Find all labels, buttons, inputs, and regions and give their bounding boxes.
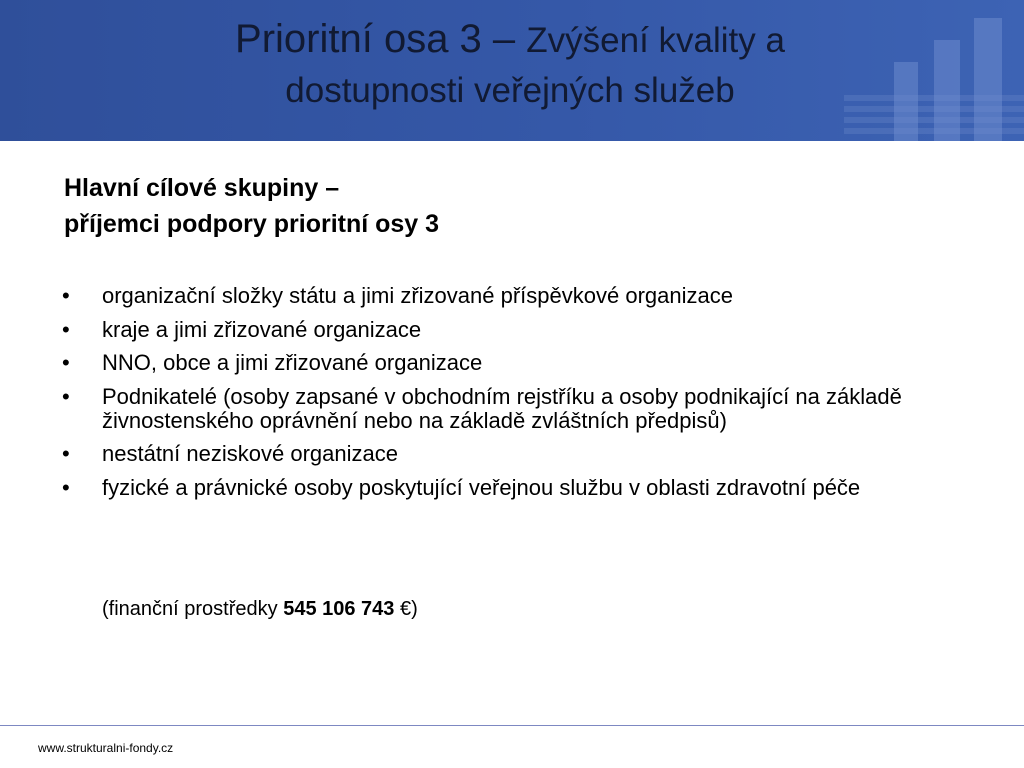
list-item-text: fyzické a právnické osoby poskytující veřejnou službu v oblasti zdravotní péče (102, 474, 861, 500)
funding-note (102, 597, 418, 621)
bullet-icon: • (62, 441, 70, 466)
bullet-icon: • (62, 474, 70, 500)
funding-prefix: (finanční prostředky (102, 598, 284, 620)
list-item (60, 442, 960, 466)
slide-header (0, 0, 1024, 141)
list-item (60, 385, 960, 433)
list-item (60, 351, 960, 375)
list-item-text: organizační složky státu a jimi zřizované příspěvkové organizace (102, 283, 733, 308)
list-item-text: NNO, obce a jimi zřizované organizace (102, 350, 483, 375)
subheading (64, 170, 439, 242)
footer-divider (0, 725, 1024, 726)
subheading-line-2: příjemci podpory prioritní osy 3 (64, 210, 440, 238)
bullet-icon: • (62, 350, 70, 375)
target-groups-list (60, 284, 960, 509)
funding-amount: 545 106 743 (283, 598, 395, 620)
title-part-3: dostupnosti veřejných služeb (285, 71, 735, 111)
list-item (60, 476, 960, 500)
list-item (60, 318, 960, 342)
title-part-1: Prioritní osa 3 – (235, 17, 527, 61)
bullet-icon: • (62, 316, 70, 342)
list-item-text: kraje a jimi zřizované organizace (102, 316, 422, 342)
bullet-icon: • (62, 383, 70, 409)
bullet-icon: • (62, 283, 70, 308)
page-title (60, 12, 960, 115)
list-item (60, 284, 960, 308)
footer-url: www.strukturalni-fondy.cz (38, 741, 174, 755)
subheading-line-1: Hlavní cílové skupiny – (64, 174, 340, 202)
title-part-2: Zvýšení kvality a (526, 21, 785, 60)
list-item-text: nestátní neziskové organizace (102, 441, 398, 466)
funding-suffix: €) (394, 598, 418, 620)
list-item-text: Podnikatelé (osoby zapsané v obchodním rejstříku a osoby podnikající na základě živnostenského oprávnění nebo na základě zvláštních předpisů) (102, 383, 902, 433)
